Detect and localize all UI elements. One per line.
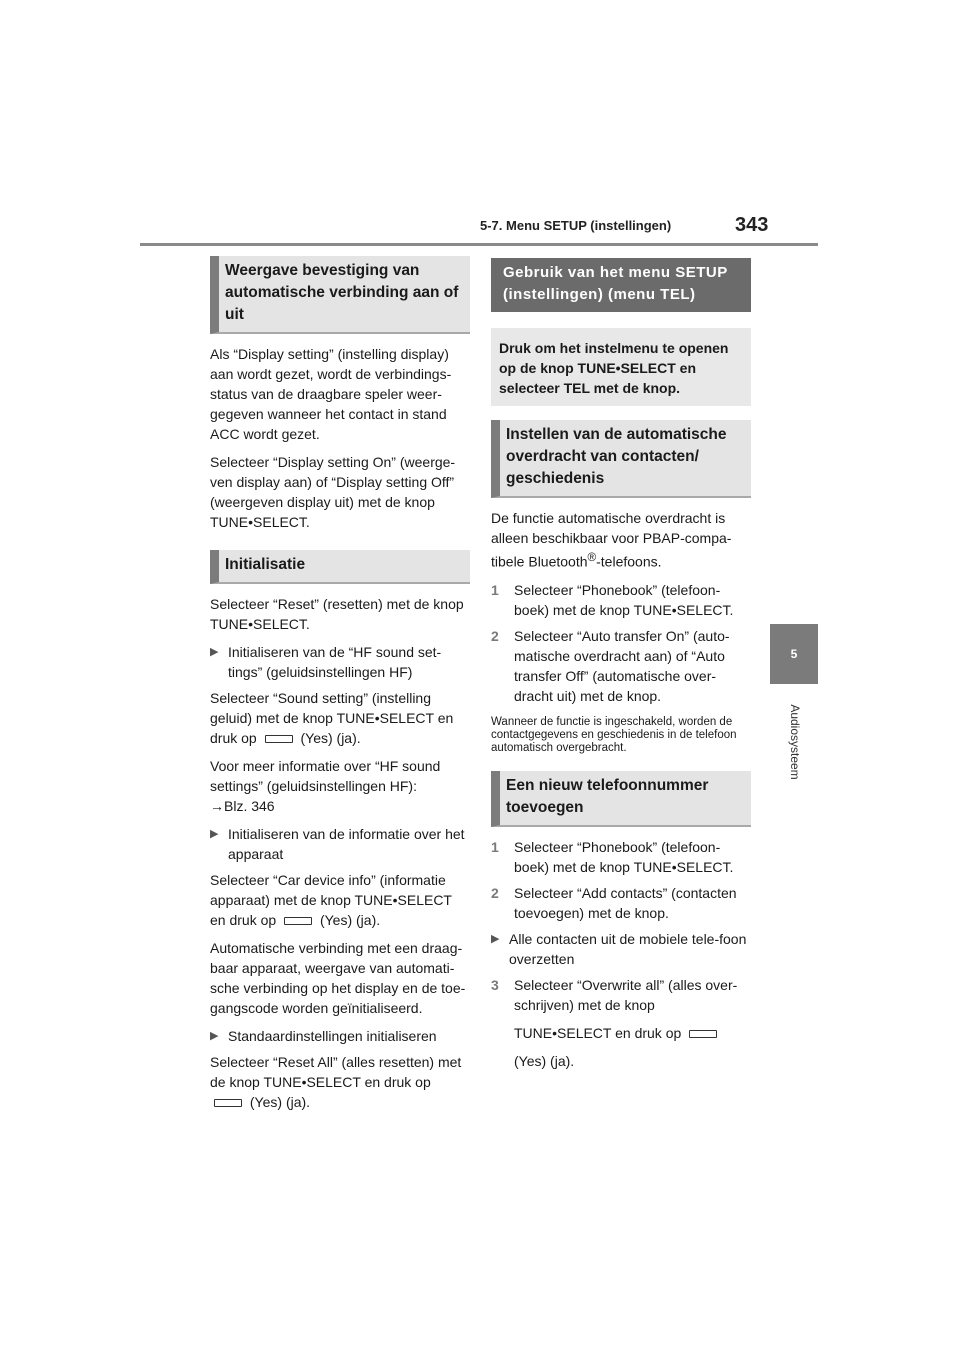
paragraph-text: -telefoons. <box>596 553 662 570</box>
paragraph <box>210 1052 470 1112</box>
step-text: Selecteer “Overwrite all” (alles over-schrijven) met de knop <box>514 976 738 1013</box>
section-heading-setup-menu: Gebruik van het menu SETUP (instellingen) (menu TEL) <box>491 258 751 312</box>
bullet-item: ▶ Initialiseren van de informatie over het apparaat <box>210 824 470 864</box>
bullet-item: ▶ Initialiseren van de “HF sound set-tings” (geluidsinstellingen HF) <box>210 642 470 682</box>
button-icon <box>284 917 312 925</box>
bullet-item: ▶ Alle contacten uit de mobiele tele-foon overzetten <box>491 929 751 969</box>
step-text: Selecteer “Auto transfer On” (auto-matische overdracht aan) of “Auto transfer Off” (automatische over-dracht uit) met de knop. <box>514 627 730 704</box>
paragraph-text: Selecteer “Reset All” (alles resetten) met de knop TUNE•SELECT en druk op <box>210 1054 462 1090</box>
step-text: Selecteer “Phonebook” (telefoon-boek) met de knop TUNE•SELECT. <box>514 581 734 618</box>
instruction-callout: Druk om het instelmenu te openen op de knop TUNE•SELECT en selecteer TEL met de knop. <box>491 328 751 406</box>
step-text: TUNE•SELECT en druk op <box>514 1024 682 1041</box>
bullet-item: ▶ Standaardinstellingen initialiseren <box>210 1026 470 1046</box>
paragraph: Als “Display setting” (instelling display) aan wordt gezet, wordt de verbindings-status van de draagbare speler weer-gegeven wanneer het contact in stand ACC wordt gezet. <box>210 346 452 442</box>
button-icon <box>265 735 293 743</box>
chapter-label: Audiosysteem <box>788 704 802 780</box>
section-heading-add-number: Een nieuw telefoonnummer toevoegen <box>491 771 751 827</box>
chapter-tab: 5 <box>770 624 818 684</box>
page-section-title: 5-7. Menu SETUP (instellingen) <box>480 218 672 233</box>
step-text: (Yes) (ja). <box>514 1052 575 1069</box>
paragraph-text: De functie automatische overdracht is alleen beschikbaar voor PBAP-compa-tibele Bluetooth <box>491 510 732 570</box>
step-item <box>491 837 751 877</box>
paragraph <box>210 688 470 748</box>
section-heading-auto-transfer: Instellen van de automatische overdracht van contacten/ geschiedenis <box>491 420 751 498</box>
paragraph <box>210 756 470 816</box>
step-number: 1 <box>491 838 499 855</box>
button-icon <box>689 1030 717 1038</box>
step-number: 2 <box>491 884 499 901</box>
step-item <box>491 883 751 923</box>
paragraph <box>491 508 751 572</box>
paragraph: Automatische verbinding met een draag-baar apparaat, weergave van automati-sche verbinding op het display en de toe-gangscode worden geïnitialiseerd. <box>210 940 466 1016</box>
paragraph: Selecteer “Display setting On” (weerge-ven display aan) of “Display setting Off” (weergeven display uit) met de knop TUNE•SELECT. <box>210 454 456 530</box>
paragraph-text: (Yes) (ja). <box>249 1094 311 1110</box>
paragraph-text: (Yes) (ja). <box>300 730 361 746</box>
registered-mark: ® <box>587 551 597 564</box>
section-heading-initialisation: Initialisatie <box>210 550 470 584</box>
step-text: Selecteer “Phonebook” (telefoon-boek) met de knop TUNE•SELECT. <box>514 838 734 875</box>
step-item <box>491 975 751 1071</box>
left-column <box>210 256 470 1120</box>
step-text: Selecteer “Add contacts” (contacten toevoegen) met de knop. <box>514 884 737 921</box>
note-text: Wanneer de functie is ingeschakeld, worden de contactgegevens en geschiedenis in de telefoon automatisch overgebracht. <box>491 715 737 754</box>
section-heading-display-confirmation: Weergave bevestiging van automatische verbinding aan of uit <box>210 256 470 334</box>
paragraph-text: Selecteer “Sound setting” (instelling geluid) met de knop TUNE•SELECT en druk op <box>210 690 454 746</box>
step-number: 2 <box>491 627 499 644</box>
button-icon <box>214 1099 242 1107</box>
step-item <box>491 626 751 706</box>
right-column <box>491 258 751 1077</box>
header-divider <box>140 243 818 246</box>
paragraph-text: Voor meer informatie over “HF sound settings” (geluidsinstellingen HF): <box>210 758 441 794</box>
step-item <box>491 580 751 620</box>
step-number: 1 <box>491 581 499 598</box>
paragraph <box>210 870 470 930</box>
paragraph: Selecteer “Reset” (resetten) met de knop TUNE•SELECT. <box>210 596 464 632</box>
step-number: 3 <box>491 976 499 993</box>
page-reference: →Blz. 346 <box>210 798 275 814</box>
paragraph-text: (Yes) (ja). <box>319 912 381 928</box>
page-number: 343 <box>735 214 769 236</box>
paragraph-text: Selecteer “Car device info” (informatie apparaat) met de knop TUNE•SELECT en druk op <box>210 872 452 928</box>
